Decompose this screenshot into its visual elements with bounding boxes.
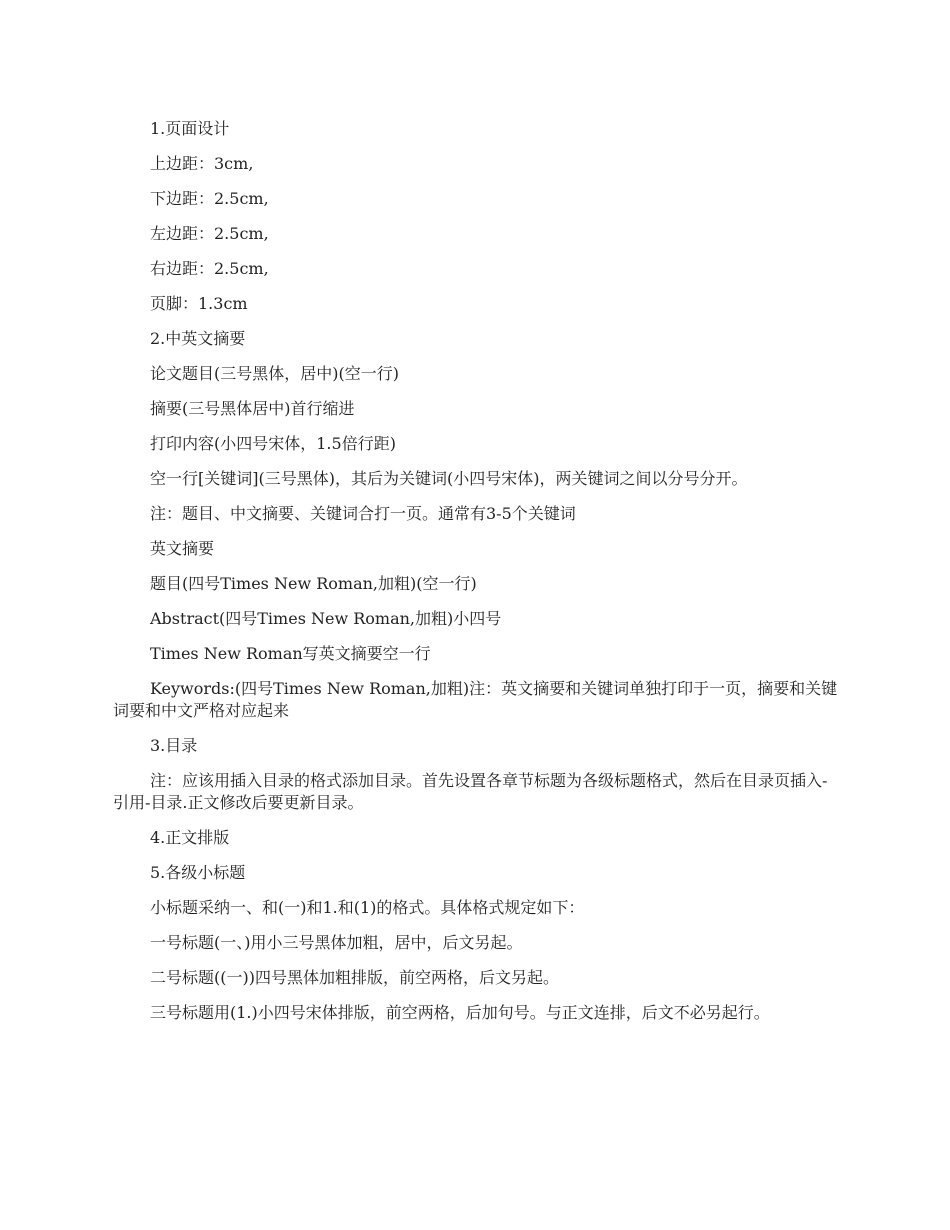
document-page (113, 118, 840, 1037)
english-abstract-font: Times New Roman写英文摘要空一行 (150, 644, 431, 663)
paper-title-format: 论文题目(三号黑体，居中)(空一行) (150, 364, 399, 383)
heading-abstracts: 2.中英文摘要 (150, 329, 246, 348)
top-margin: 上边距：3cm, (150, 154, 254, 173)
english-title-format: 题目(四号Times New Roman,加粗)(空一行) (150, 574, 477, 593)
print-content-format: 打印内容(小四号宋体，1.5倍行距) (150, 434, 396, 453)
footer-margin: 页脚：1.3cm (150, 294, 248, 313)
english-abstract-heading: 英文摘要 (150, 539, 215, 558)
heading-subtitles: 5.各级小标题 (150, 863, 246, 882)
toc-note: 注：应该用插入目录的格式添加目录。首先设置各章节标题为各级标题格式，然后在目录页插入-引用-目录.正文修改后要更新目录。 (113, 771, 828, 812)
english-keywords-format: Keywords:(四号Times New Roman,加粗)注：英文摘要和关键词单独打印于一页，摘要和关键词要和中文严格对应起来 (113, 679, 838, 720)
level-one-heading-rule: 一号标题(一、)用小三号黑体加粗，居中，后文另起。 (150, 933, 523, 952)
abstract-title-format: 摘要(三号黑体居中)首行缩进 (150, 399, 355, 418)
left-margin: 左边距：2.5cm, (150, 224, 269, 243)
bottom-margin: 下边距：2.5cm, (150, 189, 269, 208)
right-margin: 右边距：2.5cm, (150, 259, 269, 278)
heading-page-design: 1.页面设计 (150, 119, 230, 138)
level-two-heading-rule: 二号标题((一))四号黑体加粗排版，前空两格，后文另起。 (150, 968, 559, 987)
subtitle-format-intro: 小标题采纳一、和(一)和1.和(1)的格式。具体格式规定如下： (150, 898, 585, 917)
level-three-heading-rule: 三号标题用(1.)小四号宋体排版，前空两格，后加句号。与正文连排，后文不必另起行。 (150, 1003, 770, 1022)
abstract-note: 注：题目、中文摘要、关键词合打一页。通常有3-5个关键词 (150, 504, 576, 523)
keywords-format: 空一行[关键词](三号黑体)，其后为关键词(小四号宋体)，两关键词之间以分号分开。 (150, 469, 748, 488)
heading-toc: 3.目录 (150, 736, 198, 755)
english-abstract-format: Abstract(四号Times New Roman,加粗)小四号 (150, 609, 502, 628)
heading-body-layout: 4.正文排版 (150, 828, 230, 847)
